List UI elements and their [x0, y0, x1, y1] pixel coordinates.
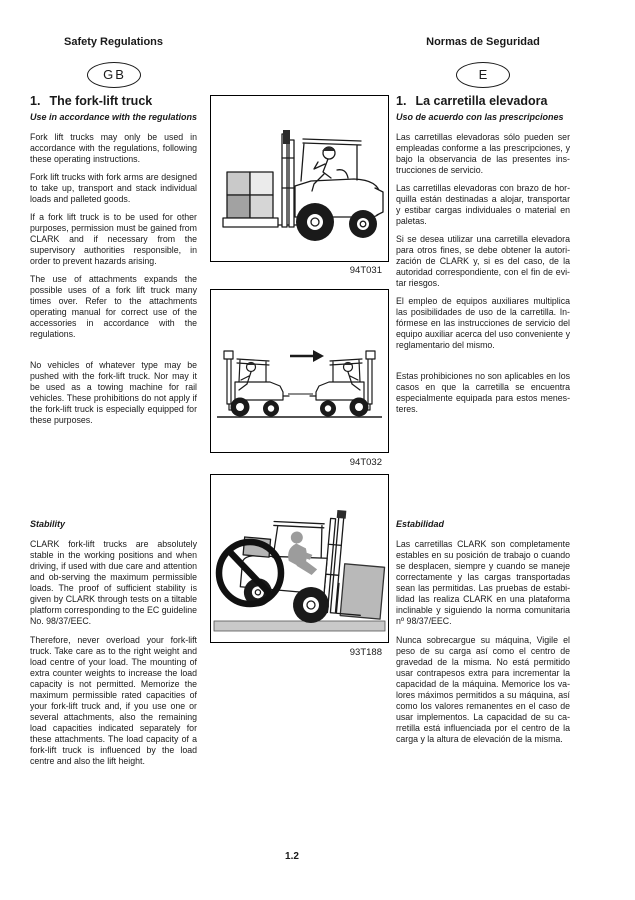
paragraph: Si se desea utilizar una carretilla elevadora para otros fines, se debe obtener la autori-zación de CLARK y, si es del caso, de la autoridad correspondiente, con el fin de evi-tar riesgos.	[396, 234, 570, 288]
gb-language-badge: GB	[87, 62, 141, 88]
english-column	[30, 96, 197, 433]
paragraph: Fork lift trucks with fork arms are designed to take up, transport and stack individual loads and palleted goods.	[30, 172, 197, 204]
section-title: The fork-lift truck	[49, 94, 153, 108]
paragraph: El empleo de equipos auxiliares multiplica las posibilidades de uso de la carretilla. In-fórmese en las instrucciones de servicio del equipo auxiliar acerca del uso conveniente y reglamentario del mismo.	[396, 296, 570, 350]
e-language-badge: E	[456, 62, 510, 88]
front-wheel	[296, 203, 334, 241]
subheading-en: Use in accordance with the regulations	[30, 112, 198, 122]
paragraph: If a fork lift truck is to be used for other purposes, permission must be gained from CLARK and if necessary from the supervisory authorities responsible, in order to prevent hazards arising.	[30, 212, 197, 266]
spanish-column	[396, 96, 570, 422]
figure-caption: 94T032	[349, 457, 382, 468]
overhead-guard	[301, 139, 361, 181]
subheading-es: Uso de acuerdo con las prescripciones	[396, 112, 564, 122]
figure-frame-93T188	[210, 474, 389, 643]
language-badge-e-wrap	[396, 62, 570, 88]
forklift-towing-illustration	[211, 290, 388, 452]
direction-arrow	[290, 350, 324, 362]
header-title-spanish: Normas de Seguridad	[426, 36, 540, 48]
paragraph: Fork lift trucks may only be used in accordance with the regulations, following these operating instructions.	[30, 132, 197, 164]
paragraph: Las carretillas CLARK son completamente estables en su posición de trabajo o cuando se desplacen, siempre y cuando se maneje correctamente y las cargas transportadas sean las permitidas. Las pruebas de estabi-lidad las realiza CLARK en una plataforma inclinable y siguiendo la norma comunitaria nº 98/37/EEC.	[396, 539, 570, 626]
section-title: La carretilla elevadora	[415, 94, 548, 108]
stability-heading-en: Stability	[30, 519, 66, 529]
header-title-english: Safety Regulations	[63, 36, 164, 48]
section-number: 1.	[396, 94, 407, 108]
heavy-load-box	[340, 564, 384, 619]
section-number: 1.	[30, 94, 41, 108]
left-forklift	[224, 351, 289, 417]
figure-frame-94T032	[210, 289, 389, 453]
checkered-load	[223, 172, 278, 227]
language-badge-gb-wrap	[30, 62, 197, 88]
paragraph: Estas prohibiciones no son aplicables en los casos en que la carretilla se encuentra especialmente equipada para estos menes-teres.	[396, 371, 570, 414]
stability-heading-es: Estabilidad	[396, 519, 445, 529]
figure-caption: 93T188	[349, 647, 382, 658]
section-heading-en	[30, 96, 197, 107]
paragraph: Therefore, never overload your fork-lift truck. Take care as to the right weight and load centre of your load. The mounting of extra counter weights to increase the load capacity is not permitted. Memorize the maximum permissible rated capacities of your fork-lift truck and, if you use one or several attachments, also the remaining load capacities indicated separately for these attachments. The load capacity of a fork-lift truck is influenced by the load centre and also the lift height.	[30, 635, 197, 766]
overload-prohibition-illustration	[211, 475, 388, 642]
ground-strip	[214, 621, 385, 631]
paragraph: CLARK fork-lift trucks are absolutely stable in the working positions and when driving, if used with due care and attention and ob-serving the maximum permissible loads. The proof of sufficient stability is given by CLARK through tests on a tiltable platform corresponding to the EC guideline No. 98/37/EEC.	[30, 539, 197, 626]
stability-section-es	[396, 519, 570, 753]
rear-wheel	[349, 210, 377, 238]
paragraph: The use of attachments expands the possible uses of a fork lift truck many times over. Refer to the attachments operating manual for correct use of the accessories in accordance with the regulations.	[30, 274, 197, 339]
mast	[282, 130, 294, 227]
figure-caption: 94T031	[349, 265, 382, 276]
page-number: 1.2	[285, 851, 299, 862]
paragraph: Las carretillas elevadoras sólo pueden ser empleadas conforme a las prescripciones, y bajo la observancia de las presentes ins-trucciones de servicio.	[396, 132, 570, 175]
section-heading-es	[396, 96, 570, 107]
paragraph: No vehicles of whatever type may be pushed with the fork-lift truck. Nor may it be used as a towing machine for rail vehicles. These prohibitions do not apply if the fork-lift truck is especially equipped for these purposes.	[30, 360, 197, 425]
figure-frame-94T031	[210, 95, 389, 262]
paragraph: Nunca sobrecargue su máquina, Vigile el peso de su carga así como el centro de gravedad de la misma. No está permitido usar contrapesos extra para incrementar la capacidad de la máquina. Memorice los va-lores máximos permitidos a su máquina, así como los valores remanentes en el caso de usar implementos. La capacidad de su ca-rretilla está influenciada por el centro de la carga y la altura de elevación de la misma.	[396, 635, 570, 744]
paragraph: Las carretillas elevadoras con brazo de hor-quilla están destinadas a alojar, transportar y estibar cargas individuales o material en paletas.	[396, 183, 570, 226]
right-forklift	[310, 351, 375, 417]
stability-section-en	[30, 519, 197, 775]
forklift-with-load-illustration	[211, 96, 388, 261]
